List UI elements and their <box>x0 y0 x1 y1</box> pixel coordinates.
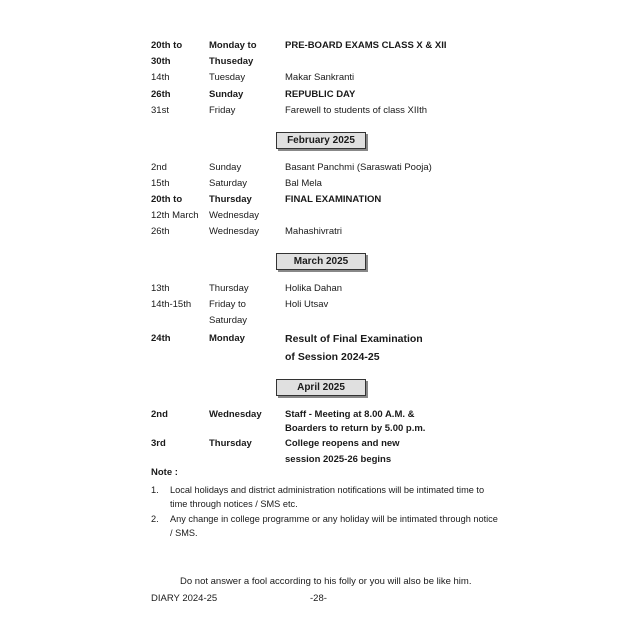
table-row <box>0 313 640 329</box>
note-text: Local holidays and district administration notifications will be intimated time to time through notices / SMS etc. <box>170 485 485 509</box>
table-row <box>0 331 640 347</box>
day-cell: Friday to <box>209 299 246 310</box>
date-cell: 20th to <box>151 194 183 205</box>
event-cell: session 2025-26 begins <box>285 454 392 465</box>
note-number: 2. <box>151 514 159 524</box>
date-cell: 15th <box>151 178 170 189</box>
table-row <box>0 192 640 208</box>
table-row <box>0 87 640 103</box>
day-cell: Thursday <box>209 438 252 449</box>
event-cell: Basant Panchmi (Saraswati Pooja) <box>285 162 432 173</box>
event-cell: Holi Utsav <box>285 299 329 310</box>
day-cell: Tuesday <box>209 72 246 83</box>
table-row <box>0 176 640 192</box>
table-row <box>0 281 640 297</box>
table-row <box>0 160 640 176</box>
event-cell: REPUBLIC DAY <box>285 89 356 100</box>
note-title: Note : <box>151 467 178 478</box>
table-row <box>0 103 640 119</box>
table-row-continuation <box>0 349 640 365</box>
event-cell: FINAL EXAMINATION <box>285 194 382 205</box>
table-row <box>0 54 640 70</box>
event-cell: PRE-BOARD EXAMS CLASS X & XII <box>285 40 447 51</box>
date-cell: 2nd <box>151 409 168 420</box>
event-cell: Farewell to students of class XIIth <box>285 105 428 116</box>
day-cell: Thursday <box>209 194 252 205</box>
event-cell: Bal Mela <box>285 178 322 189</box>
day-cell: Wednesday <box>209 226 259 237</box>
date-cell: 12th March <box>151 210 199 221</box>
date-cell: 13th <box>151 283 170 294</box>
date-cell: 31st <box>151 105 169 116</box>
table-row <box>0 224 640 240</box>
date-cell: 14th-15th <box>151 299 192 310</box>
event-cell: Makar Sankranti <box>285 72 355 83</box>
day-cell: Sunday <box>209 89 244 100</box>
day-cell: Monday <box>209 333 245 344</box>
day-cell: Monday to <box>209 40 257 51</box>
date-cell: 3rd <box>151 438 166 449</box>
table-row-continuation <box>0 421 640 437</box>
date-cell: 2nd <box>151 162 167 173</box>
note-text: Any change in college programme or any holiday will be intimated through notice / SMS. <box>170 514 498 538</box>
day-cell: Thuseday <box>209 56 254 67</box>
event-cell: of Session 2024-25 <box>285 351 380 363</box>
month-header-february: February 2025 <box>276 132 366 149</box>
footer-quote: Do not answer a fool according to his folly or you will also be like him. <box>180 576 472 587</box>
table-row <box>0 436 640 452</box>
table-row <box>0 70 640 86</box>
table-row <box>0 208 640 224</box>
date-cell: 14th <box>151 72 170 83</box>
table-row <box>0 297 640 313</box>
date-cell: 20th to <box>151 40 183 51</box>
event-cell: Result of Final Examination <box>285 333 423 345</box>
day-cell: Wednesday <box>209 409 262 420</box>
table-row-continuation <box>0 452 640 468</box>
event-cell: Mahashivratri <box>285 226 343 237</box>
day-cell: Friday <box>209 105 236 116</box>
date-cell: 26th <box>151 226 170 237</box>
date-cell: 24th <box>151 333 171 344</box>
day-cell: Wednesday <box>209 210 259 221</box>
month-header-march: March 2025 <box>276 253 366 270</box>
page-number: -28- <box>310 593 327 604</box>
day-cell: Sunday <box>209 162 242 173</box>
event-cell: Staff - Meeting at 8.00 A.M. & <box>285 409 415 420</box>
event-cell: Holika Dahan <box>285 283 343 294</box>
date-cell: 30th <box>151 56 171 67</box>
note-number: 1. <box>151 485 159 495</box>
event-cell: Boarders to return by 5.00 p.m. <box>285 423 426 434</box>
day-cell: Saturday <box>209 315 248 326</box>
date-cell: 26th <box>151 89 171 100</box>
table-row <box>0 38 640 54</box>
month-header-april: April 2025 <box>276 379 366 396</box>
event-cell: College reopens and new <box>285 438 400 449</box>
day-cell: Saturday <box>209 178 248 189</box>
day-cell: Thursday <box>209 283 249 294</box>
footer-diary-label: DIARY 2024-25 <box>151 593 218 604</box>
